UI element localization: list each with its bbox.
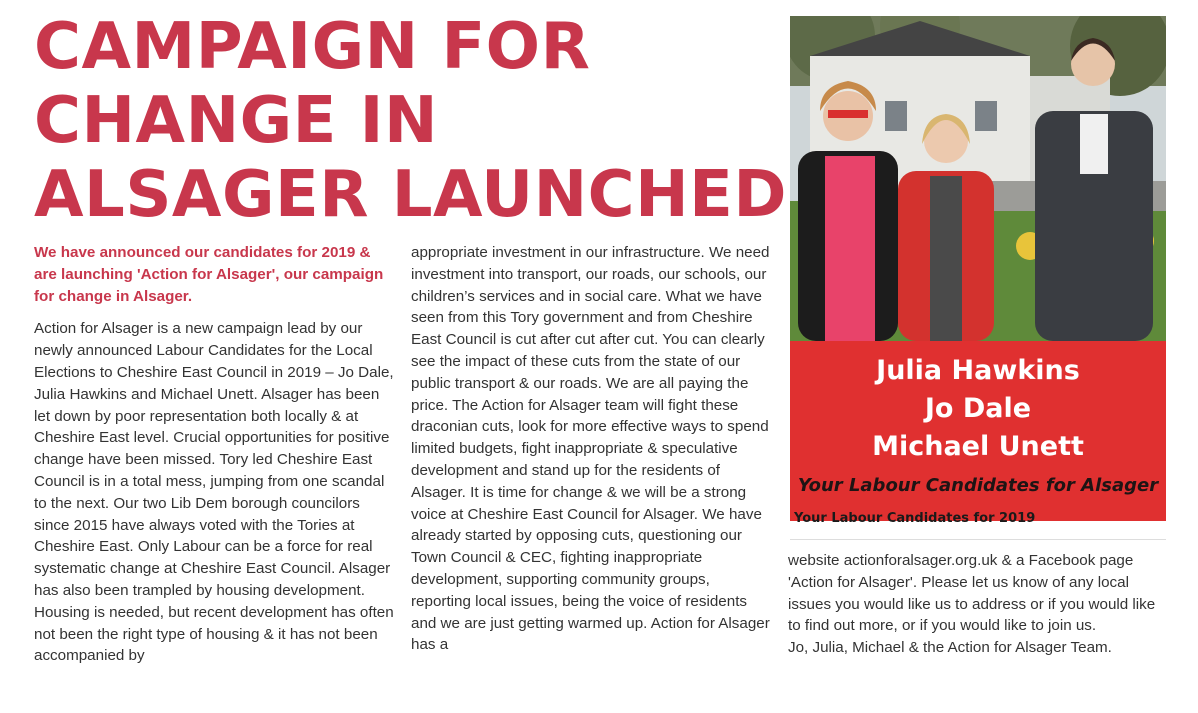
banner-name-2: Jo Dale (924, 393, 1032, 424)
lead-paragraph: We have announced our candidates for 2019 & are launching 'Action for Alsager', our campaign for change in Alsager. (34, 244, 384, 305)
headline (34, 10, 787, 232)
body-paragraph-1: Action for Alsager is a new campaign lead by our newly announced Labour Candidates for the Local Elections to Cheshire East Council in 2019 – Jo Dale, Julia Hawkins and Michael Unett. Alsager has been let down by poor representation both locally & at Cheshire East level. Crucial opportunities for positive change have been missed. Tory led Cheshire East Council is in a total mess, jumping from one scandal to the next. Our two Lib Dem borough councilors since 2015 have always voted with the Tories at Cheshire East. Only Labour can be a force for real systematic change at Cheshire East Council. Alsager has also been trampled by housing development. Housing is needed, but recent development has often not been the right type of housing & it has not been accompanied by (34, 320, 394, 665)
candidates-photo (790, 16, 1166, 341)
banner-name-3: Michael Unett (872, 431, 1084, 462)
body-paragraph-2: appropriate investment in our infrastructure. We need investment into transport, our roads, our schools, our children’s services and in social care. What we have seen from this Tory government and from Cheshire East Council is cut after cut after cut. You can clearly see the impact of these cuts from the state of our public transport & our roads. We are all paying the price. The Action for Alsager team will fight these draconian cuts, look for more effective ways to spend limited budgets, fight inappropriate & speculative development and stand up for the residents of Alsager. It is time for change & we will be a strong voice at Cheshire East Council for Alsager. We have already started by opposing cuts, questioning our Town Council & CEC, fighting inappropriate development, supporting community groups, reporting local issues, being the voice of residents and we are just getting warmed up. Action for Alsager has a (411, 244, 770, 654)
headline-line-3: ALSAGER LAUNCHED (34, 158, 787, 232)
article-column-1 (34, 242, 396, 667)
banner-name-1: Julia Hawkins (876, 355, 1080, 386)
headline-line-1: CAMPAIGN FOR (34, 10, 591, 84)
candidates-banner (790, 341, 1166, 521)
banner-tagline: Your Labour Candidates for Alsager (797, 475, 1159, 496)
article-column-3 (788, 550, 1158, 659)
article-column-2 (411, 242, 773, 656)
body-paragraph-3: website actionforalsager.org.uk & a Facebook page 'Action for Alsager'. Please let us know of any local issues you would like us to address or if you would like to find out more, or if you would like to join us. (788, 552, 1156, 635)
photo-caption: Your Labour Candidates for 2019 (794, 511, 1036, 526)
headline-line-2: CHANGE IN (34, 84, 439, 158)
candidates-card (790, 16, 1166, 539)
signoff: Jo, Julia, Michael & the Action for Alsager Team. (788, 639, 1112, 657)
candidates-photo-illustration (790, 16, 1166, 341)
